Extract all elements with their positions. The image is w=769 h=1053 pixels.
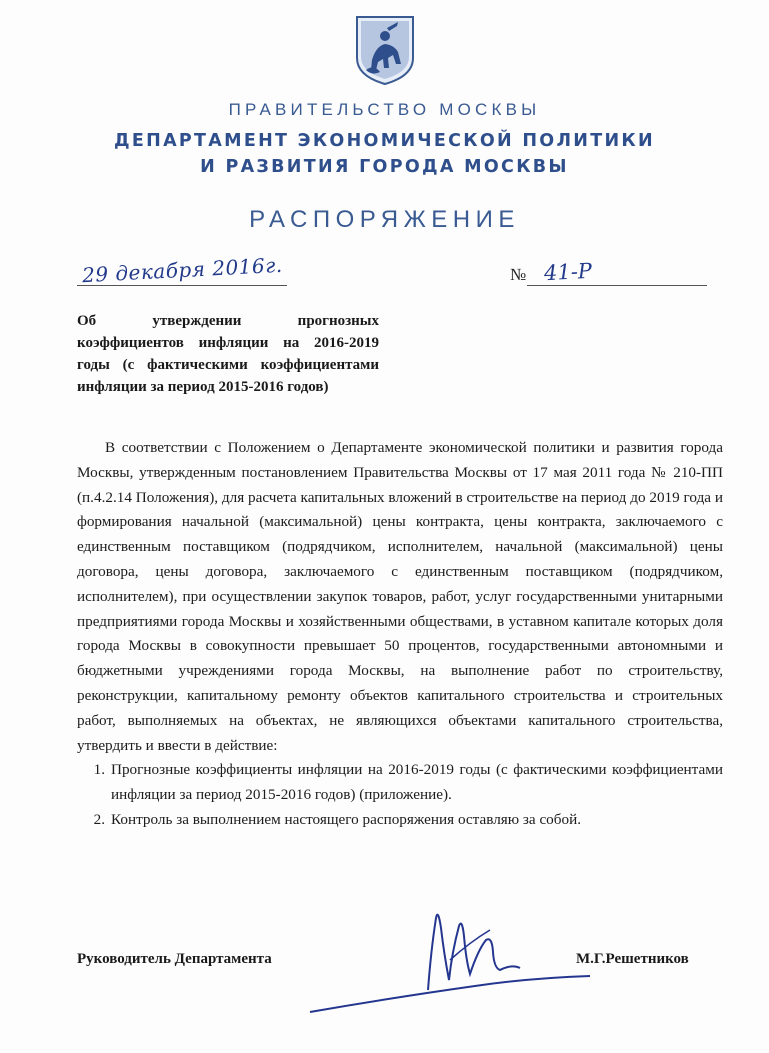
document-type: РАСПОРЯЖЕНИЕ (249, 206, 520, 233)
number-underline (527, 285, 707, 286)
date-handwritten: 29 декабря 2016г. (81, 252, 284, 288)
signatory-name: М.Г.Решетников (576, 951, 689, 967)
list-item-text: Контроль за выполнением настоящего распоряжения оставляю за собой. (111, 810, 582, 828)
body-paragraph: В соответствии с Положением о Департаменте экономической политики и развития города Москвы, утвержденным постановлением Правительства Москвы от 17 мая 2011 года № 210-ПП (п.4.2.14 Положения), для расчета капитальных вложений в строительстве на период до 2019 года и формирования начальной (максимальной) цены контракта, цены контракта, заключаемого с единственным поставщиком (подрядчиком, исполнителем, начальной (максимальной) цены договора, цены договора, заключаемого с единственным поставщиком (подрядчиком, исполнителем), при осуществлении закупок товаров, работ, услуг государственными унитарными предприятиями города Москвы и хозяйственными обществами, в уставном капитале которых доля города Москвы в совокупности превышает 50 процентов, государственными автономными и бюджетными учреждениями города Москвы, на выполнение работ по строительству, реконструкции, капитальному ремонту объектов капитального строительства и строительных работ, выполняемых на объектах, не являющихся объектами капитального строительства, утвердить и ввести в действие: (77, 439, 723, 754)
document-body (77, 436, 723, 833)
document-subject: Об утверждении прогнозных коэффициентов инфляции на 2016-2019 годы (с фактическими коэффициентами инфляции за период 2015-2016 годов) (77, 313, 379, 395)
list-item-text: Прогнозные коэффициенты инфляции на 2016-2019 годы (с фактическими коэффициентами инфляции за период 2015-2016 годов) (приложение). (111, 761, 723, 804)
list-item (77, 808, 723, 833)
department-name-line1: ДЕПАРТАМЕНТ ЭКОНОМИЧЕСКОЙ ПОЛИТИКИ (114, 131, 655, 151)
department-name-line2: И РАЗВИТИЯ ГОРОДА МОСКВЫ (200, 157, 569, 177)
document-number-handwritten: 41-Р (543, 258, 593, 286)
government-title: ПРАВИТЕЛЬСТВО МОСКВЫ (228, 100, 541, 119)
number-sign: № (510, 265, 527, 284)
list-item-number: 2. (93, 810, 105, 828)
handwritten-signature-icon (300, 890, 600, 1030)
moscow-coat-of-arms-icon (354, 14, 416, 86)
signatory-position: Руководитель Департамента (77, 951, 272, 967)
list-item (77, 758, 723, 808)
list-item-number: 1. (93, 761, 105, 779)
